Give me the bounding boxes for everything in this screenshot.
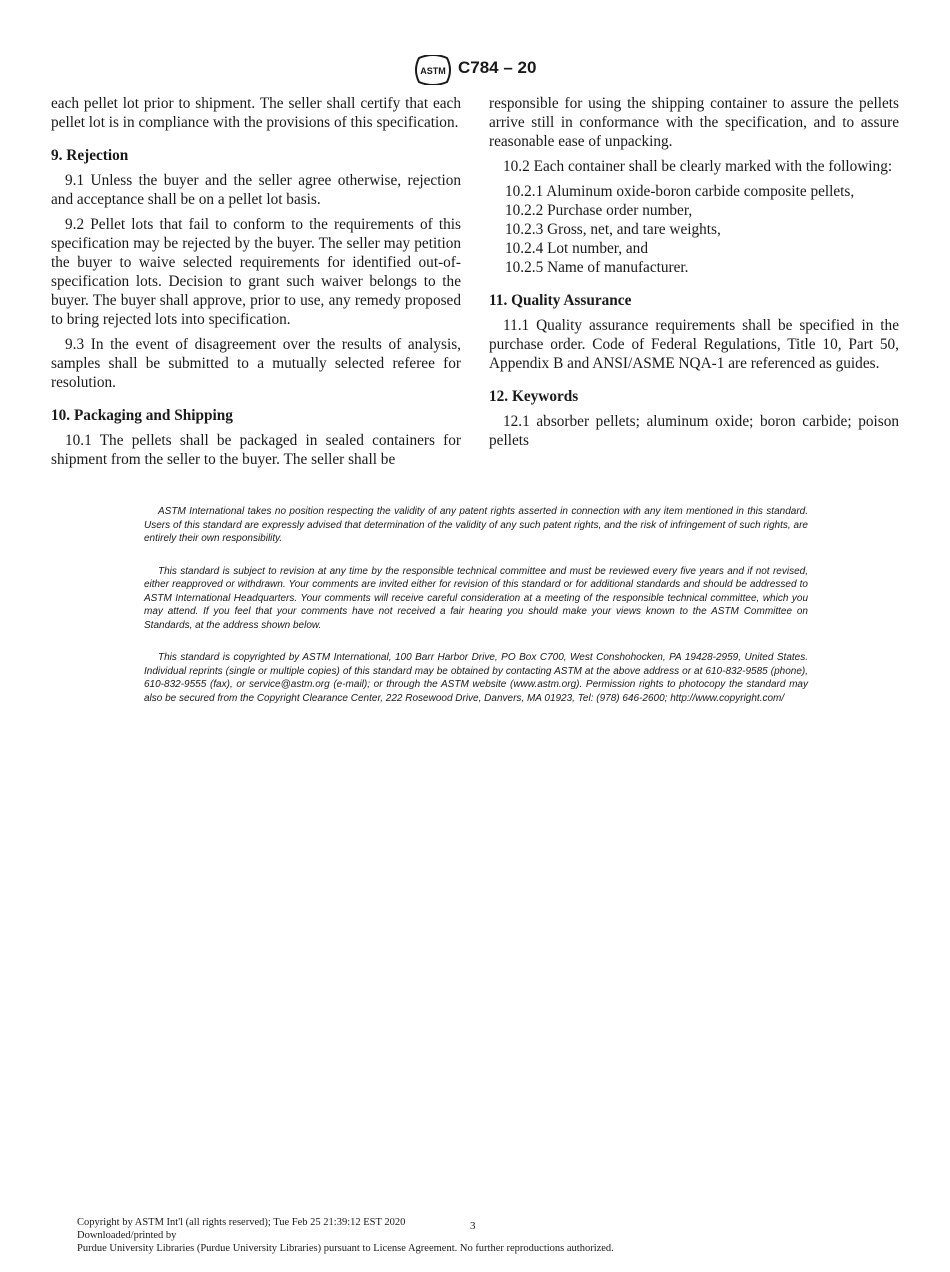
patent-notice: ASTM International takes no position respecting the validity of any patent rights asserted in connection with any item mentioned in this standard. Users of this standard are expressly advised that determination of the validity of any such patent rights, and the risk of infringement of such rights, are entirely their own responsibility.: [144, 506, 808, 544]
logo-text: ASTM: [420, 66, 446, 76]
section-9-heading: 9. Rejection: [51, 147, 129, 164]
left-column: [51, 94, 461, 475]
paragraph-10-2: 10.2 Each container shall be clearly marked with the following:: [503, 158, 893, 175]
paragraph-11-1: 11.1 Quality assurance requirements shall be specified in the purchase order. Code of Federal Regulations, Title 10, Part 50, Appendix B and ANSI/ASME NQA-1 are referenced as guides.: [489, 317, 899, 372]
list-item: 10.2.2 Purchase order number,: [505, 202, 693, 219]
list-item: 10.2.1 Aluminum oxide-boron carbide composite pellets,: [505, 183, 855, 200]
list-item: 10.2.5 Name of manufacturer.: [505, 259, 689, 276]
list-item: 10.2.4 Lot number, and: [505, 240, 648, 257]
section-12-heading: 12. Keywords: [489, 388, 579, 405]
footer-download-line: Downloaded/printed by: [77, 1230, 177, 1241]
right-column: [489, 94, 899, 456]
page-footer: [77, 1216, 614, 1255]
paragraph-9-3: 9.3 In the event of disagreement over the results of analysis, samples shall be submitted to a mutually selected referee for resolution.: [51, 336, 461, 391]
footer-copyright-line: Copyright by ASTM Int'l (all rights reserved); Tue Feb 25 21:39:12 EST 2020: [77, 1217, 406, 1228]
legal-notices: [144, 505, 808, 724]
paragraph-9-2: 9.2 Pellet lots that fail to conform to the requirements of this specification may be rejected by the buyer. The seller may petition the buyer to waive selected requirements for identified out-of-specification lots. Decision to grant such waiver belongs to the buyer. The buyer shall approve, prior to use, any remedy proposed to bring rejected lots into specification.: [51, 216, 461, 328]
astm-logo-icon: [413, 55, 453, 85]
list-item: 10.2.3 Gross, net, and tare weights,: [505, 221, 721, 238]
revision-notice: This standard is subject to revision at any time by the responsible technical committee and must be reviewed every five years and if not revised, either reapproved or withdrawn. Your comments are invited either for revision of this standard or for additional standards and should be addressed to ASTM International Headquarters. Your comments will receive careful consideration at a meeting of the responsible technical committee, which you may attend. If you feel that your comments have not received a fair hearing you should make your views known to the ASTM Committee on Standards, at the address shown below.: [144, 565, 808, 631]
copyright-notice: This standard is copyrighted by ASTM International, 100 Barr Harbor Drive, PO Box C700, West Conshohocken, PA 19428-2959, United States. Individual reprints (single or multiple copies) of this standard may be obtained by contacting ASTM at the above address or at 610-832-9585 (phone), 610-832-9555 (fax), or service@astm.org (e-mail); or through the ASTM website (www.astm.org). Permission rights to photocopy the standard may also be secured from the Copyright Clearance Center, 222 Rosewood Drive, Danvers, MA 01923, Tel: (978) 646-2600; http://www.copyright.com/: [144, 652, 808, 704]
standard-designation: C784 – 20: [458, 58, 537, 77]
footer-license-line: Purdue University Libraries (Purdue University Libraries) pursuant to License Agreement. No further reproductions authorized.: [77, 1243, 614, 1254]
paragraph-9-1: 9.1 Unless the buyer and the seller agree otherwise, rejection and acceptance shall be on a pellet lot basis.: [51, 172, 461, 208]
paragraph-10-1: 10.1 The pellets shall be packaged in sealed containers for shipment from the seller to the buyer. The seller shall be: [51, 432, 461, 468]
intro-paragraph: each pellet lot prior to shipment. The seller shall certify that each pellet lot is in compliance with the provisions of this specification.: [51, 95, 461, 131]
section-10-heading: 10. Packaging and Shipping: [51, 407, 233, 424]
continuation-paragraph: responsible for using the shipping container to assure the pellets arrive still in conformance with the specification, and to assure reasonable ease of unpacking.: [489, 95, 899, 150]
page-header: [0, 55, 950, 85]
section-11-heading: 11. Quality Assurance: [489, 292, 632, 309]
page-number: 3: [470, 1220, 476, 1232]
paragraph-12-1: 12.1 absorber pellets; aluminum oxide; boron carbide; poison pellets: [489, 413, 899, 449]
